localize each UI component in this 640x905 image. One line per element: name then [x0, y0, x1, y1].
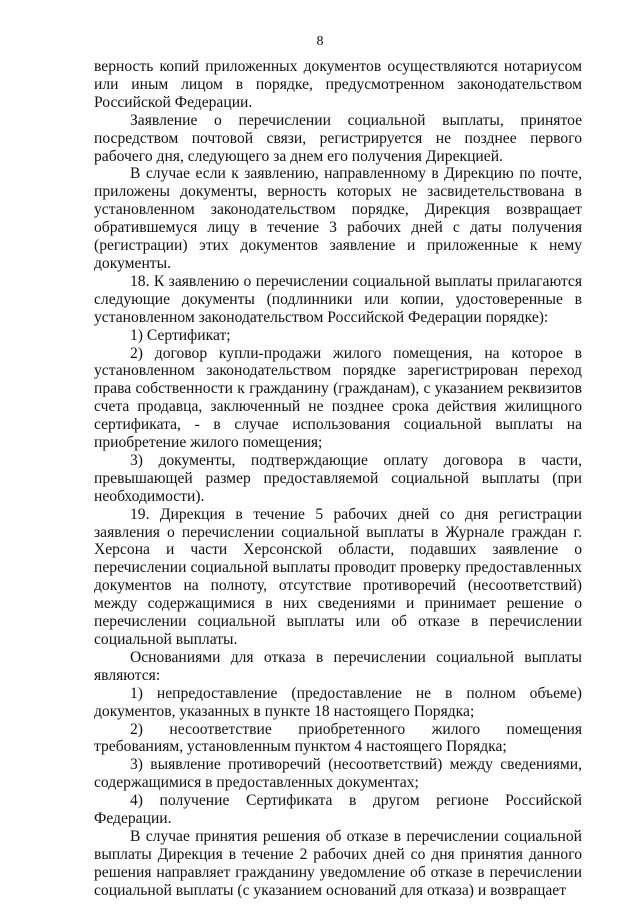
paragraph: 4) получение Сертификата в другом регионе Российской Федерации.	[94, 792, 582, 828]
paragraph: 3) документы, подтверждающие оплату договора в части, превышающей размер предоставляемой социальной выплаты (при необходимости).	[94, 451, 582, 505]
paragraph: В случае принятия решения об отказе в перечислении социальной выплаты Дирекция в течение 2 рабочих дней со дня принятия данного решения направляет гражданину уведомление об отказе в перечислении социальной выплаты (с указанием оснований для отказа) и возвращает	[94, 827, 582, 899]
paragraph: 18. К заявлению о перечислении социальной выплаты прилагаются следующие документы (подлинники или копии, удостоверенные в установленном законодательством Российской Федерации порядке):	[94, 272, 582, 326]
page-number: 8	[316, 34, 324, 49]
paragraph: 1) непредоставление (предоставление не в полном объеме) документов, указанных в пункте 18 настоящего Порядка;	[94, 684, 582, 720]
paragraph: Заявление о перечислении социальной выплаты, принятое посредством почтовой связи, регистрируется не позднее первого рабочего дня, следующего за днем его получения Дирекцией.	[94, 111, 582, 165]
paragraph: верность копий приложенных документов осуществляются нотариусом или иным лицом в порядке, предусмотренном законодательством Российской Федерации.	[94, 58, 582, 111]
document-body	[94, 58, 582, 900]
paragraph: 3) выявление противоречий (несоответствий) между сведениями, содержащимися в предоставленных документах;	[94, 756, 582, 792]
paragraph: 1) Сертификат;	[130, 326, 231, 344]
paragraph: 2) договор купли-продажи жилого помещения, на которое в установленном законодательством порядке зарегистрирован переход права собственности к гражданину (гражданам), с указанием реквизитов счета продавца, заключенный не позднее срока действия жилищного сертификата, - в случае использования социальной выплаты на приобретение жилого помещения;	[94, 344, 582, 452]
paragraph: 2) несоответствие приобретенного жилого помещения требованиям, установленным пунктом 4 настоящего Порядка;	[94, 720, 582, 756]
paragraph: В случае если к заявлению, направленному в Дирекцию по почте, приложены документы, верность которых не засвидетельствована в установленном законодательством порядке, Дирекция возвращает обратившемуся лицу в течение 3 рабочих дней с даты получения (регистрации) этих документов заявление и приложенные к нему документы.	[94, 165, 582, 272]
paragraph: 19. Дирекция в течение 5 рабочих дней со дня регистрации заявления о перечислении социальной выплаты в Журнале граждан г. Херсона и части Херсонской области, подавших заявление о перечислении социальной выплаты проводит проверку предоставленных документов на полноту, отсутствие противоречий (несоответствий) между содержащимися в них сведениями и принимает решение о перечислении социальной выплаты или об отказе в перечислении социальной выплаты.	[94, 505, 582, 648]
paragraph: Основаниями для отказа в перечислении социальной выплаты являются:	[94, 648, 582, 684]
